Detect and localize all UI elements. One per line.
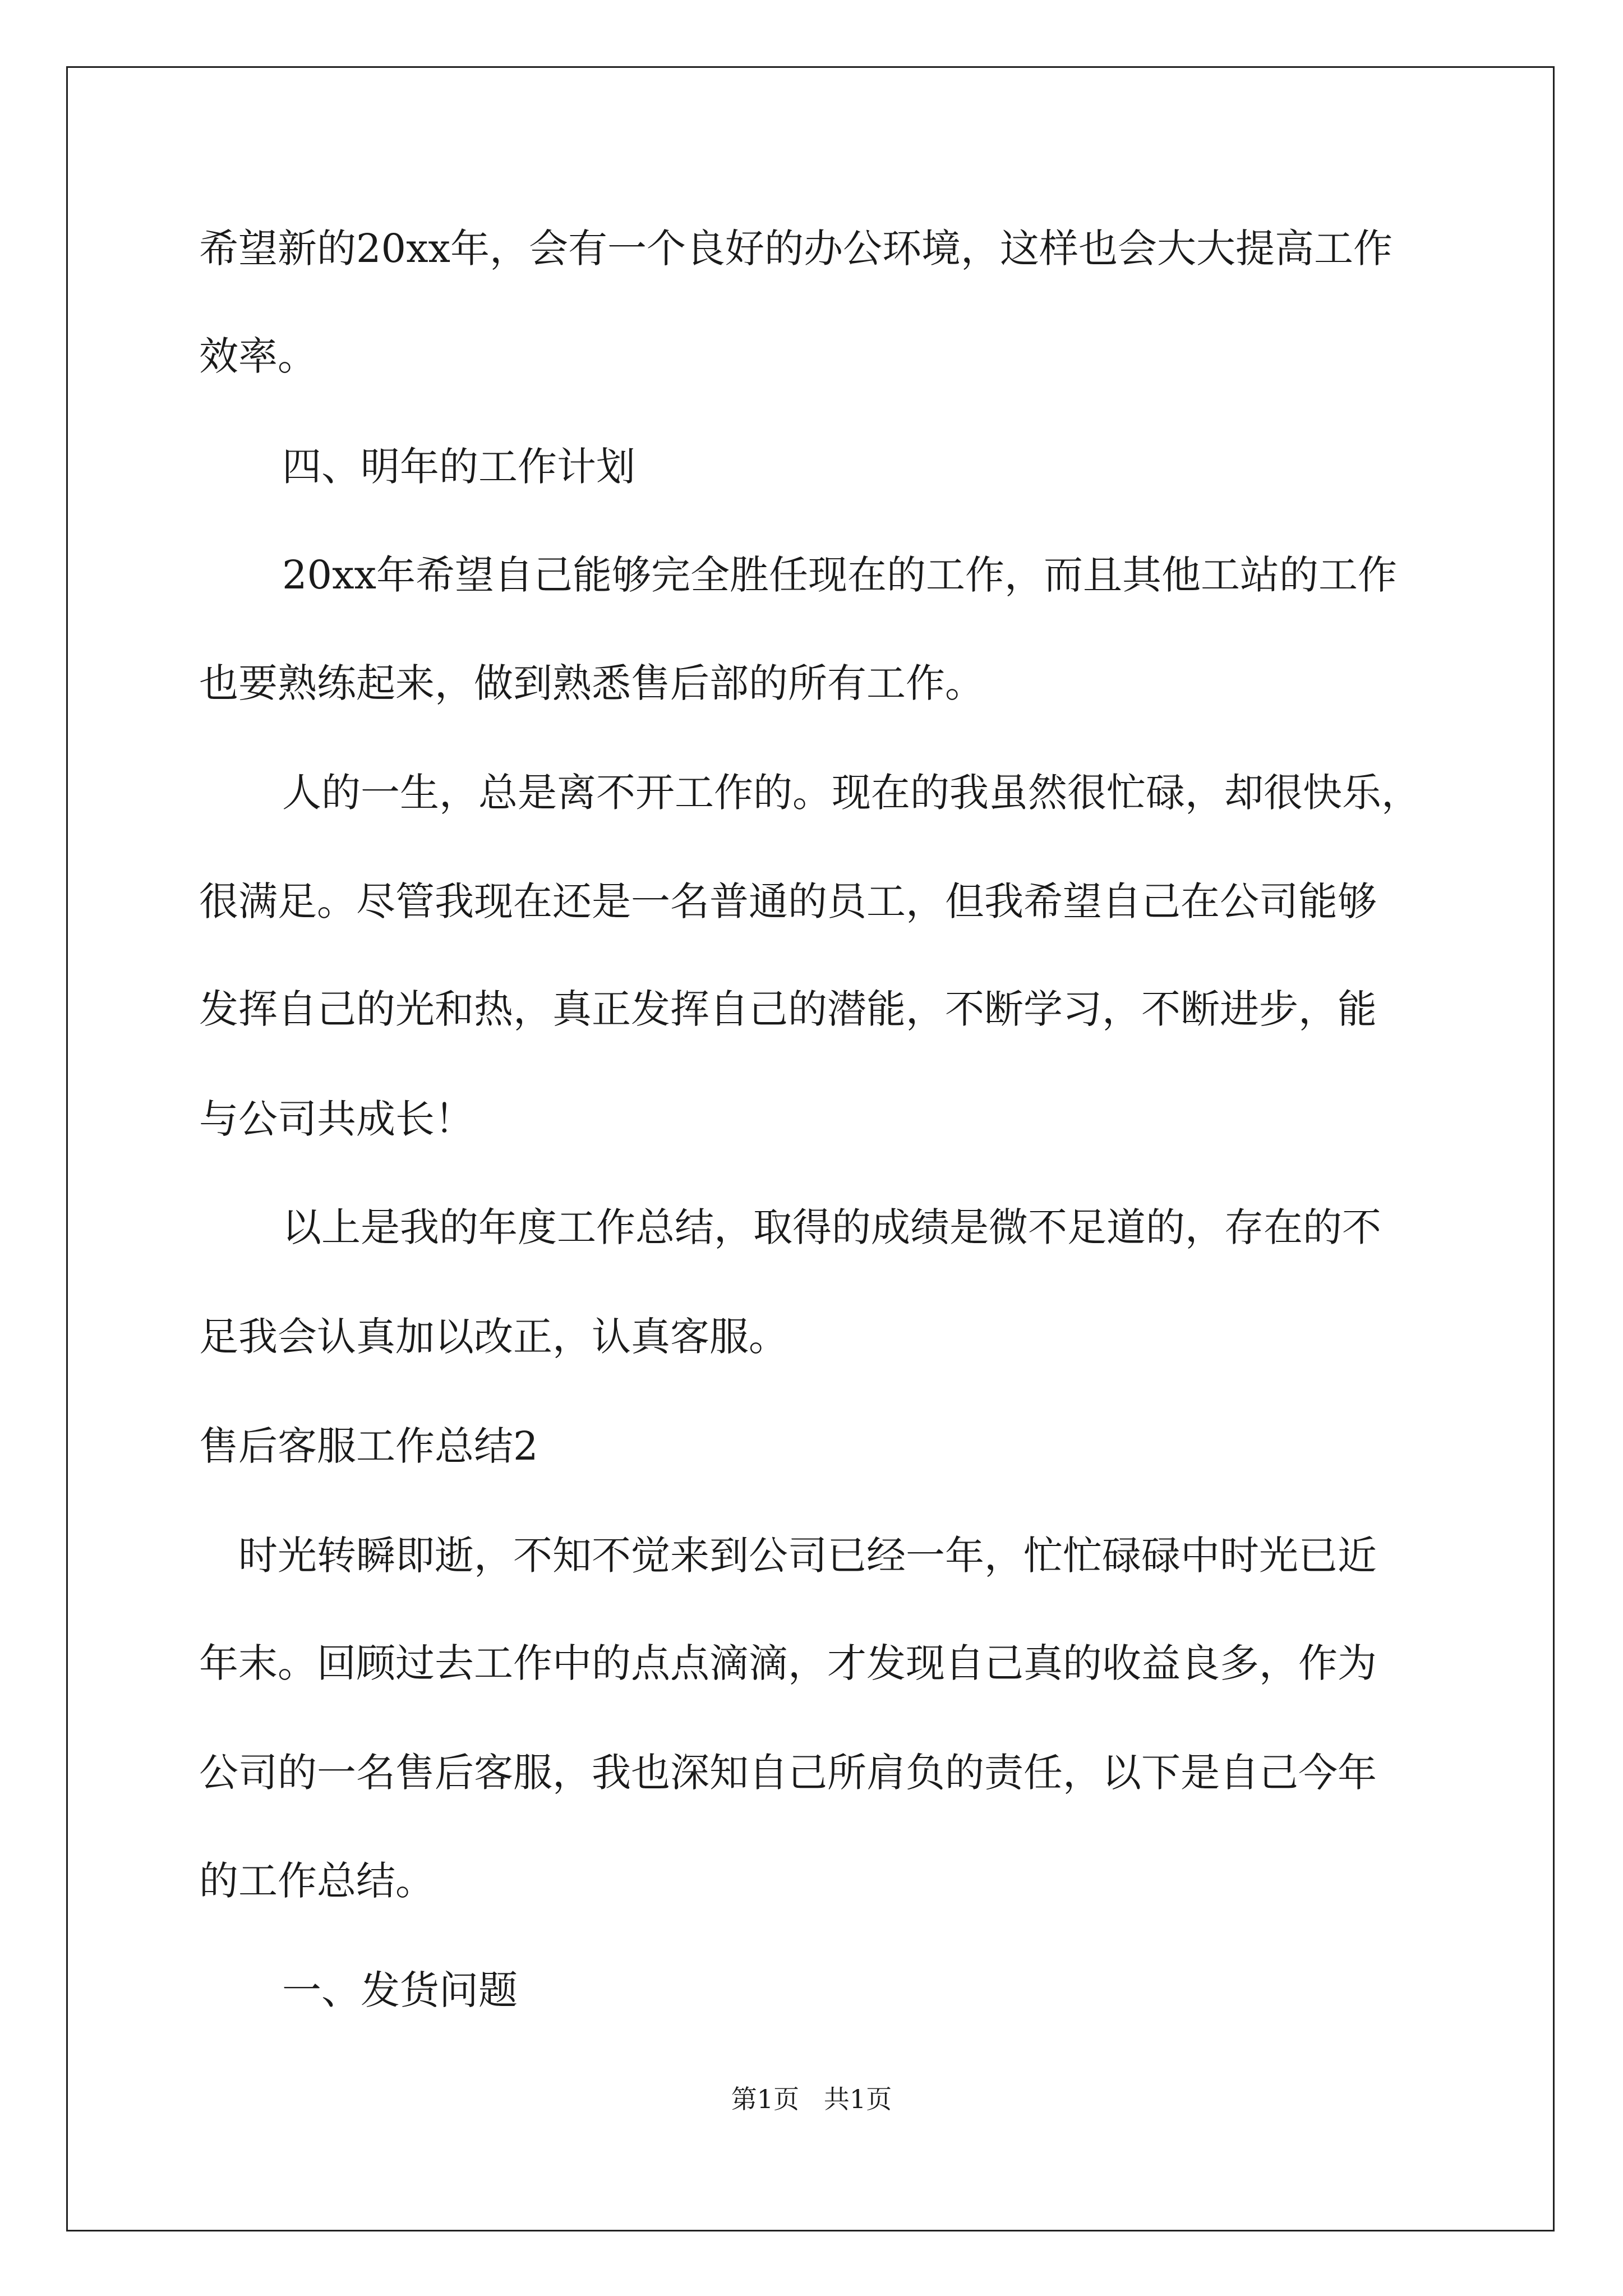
text-line: 20xx年希望自己能够完全胜任现在的工作，而且其他工站的工作: [282, 552, 1398, 598]
page-footer: 第1页 共1页: [731, 2084, 892, 2114]
text-line: 效率。: [199, 333, 317, 379]
text-line: 与公司共成长！: [199, 1096, 474, 1142]
text-line: 希望新的20xx年，会有一个良好的办公环境，这样也会大大提高工作: [199, 226, 1393, 272]
text-line: 时光转瞬即逝，不知不觉来到公司已经一年，忙忙碌碌中时光已近: [238, 1533, 1377, 1579]
text-line: 发挥自己的光和热，真正发挥自己的潜能，不断学习，不断进步，能: [199, 986, 1377, 1032]
text-line: 人的一生，总是离不开工作的。现在的我虽然很忙碌，却很快乐，: [282, 770, 1421, 816]
text-line: 以上是我的年度工作总结，取得的成绩是微不足道的，存在的不: [282, 1204, 1381, 1250]
text-line: 年末。回顾过去工作中的点点滴滴，才发现自己真的收益良多，作为: [199, 1640, 1377, 1686]
document-title: 售后客服工作总结2: [199, 1423, 538, 1469]
section-heading: 四、明年的工作计划: [282, 444, 635, 490]
text-line: 也要熟练起来，做到熟悉售后部的所有工作。: [199, 660, 984, 706]
text-line: 很满足。尽管我现在还是一名普通的员工，但我希望自己在公司能够: [199, 878, 1377, 924]
section-heading: 一、发货问题: [282, 1967, 518, 2013]
text-line: 的工作总结。: [199, 1858, 435, 1904]
text-line: 足我会认真加以改正，认真客服。: [199, 1314, 788, 1360]
text-line: 公司的一名售后客服，我也深知自己所肩负的责任，以下是自己今年: [199, 1750, 1377, 1796]
